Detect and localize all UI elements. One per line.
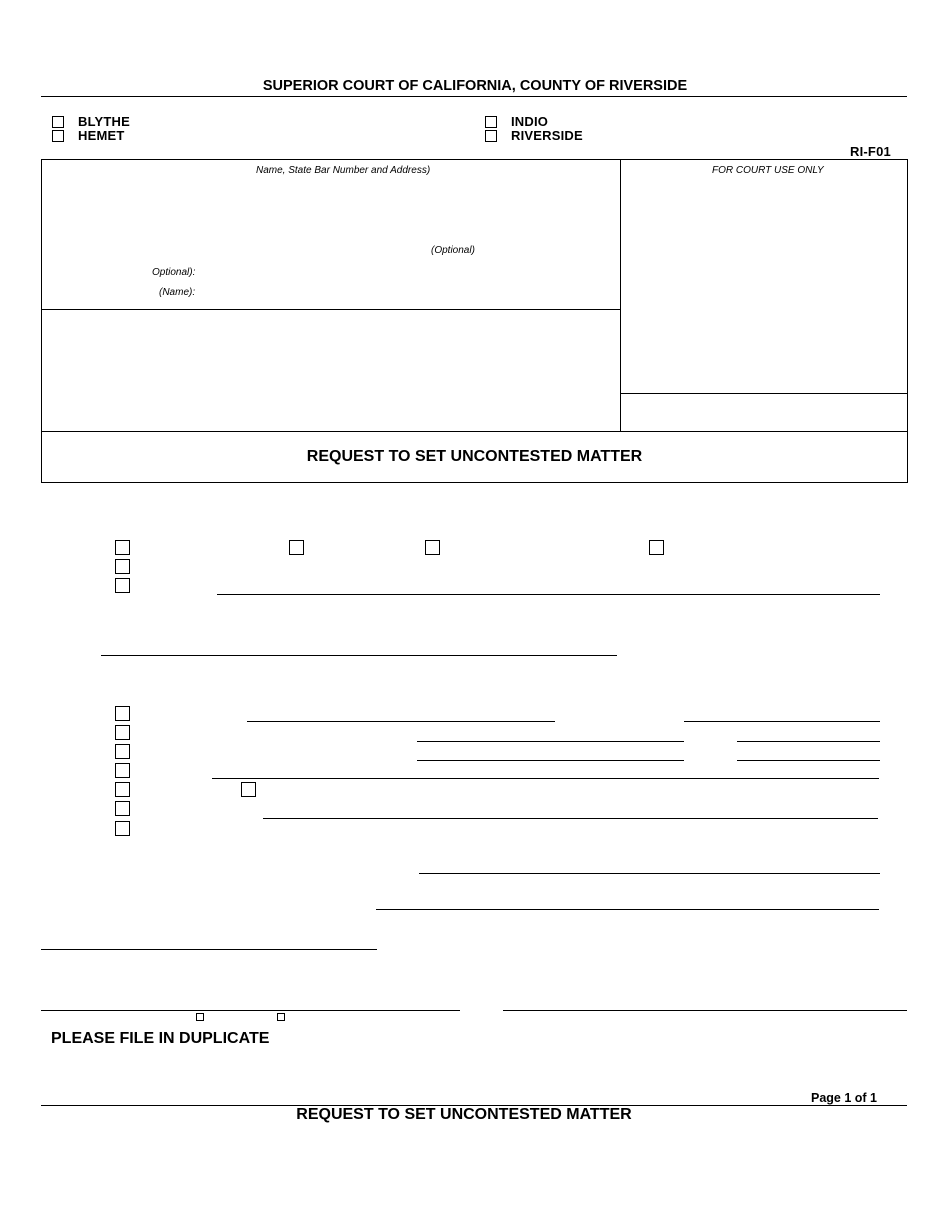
optional-label-1: (Optional) xyxy=(431,245,475,256)
attorney-label: Name, State Bar Number and Address) xyxy=(256,165,431,176)
riverside-checkbox[interactable] xyxy=(485,130,497,142)
attorney-info-box[interactable] xyxy=(41,159,621,310)
case-number-box[interactable] xyxy=(620,393,908,432)
title-rule xyxy=(41,96,907,97)
section3-checkbox-5[interactable] xyxy=(115,782,130,797)
section1-line[interactable] xyxy=(217,594,880,595)
form-id: RI-F01 xyxy=(850,144,891,159)
signer-type-checkbox-1[interactable] xyxy=(196,1013,204,1021)
court-use-box xyxy=(620,159,908,394)
section3-checkbox-6[interactable] xyxy=(115,801,130,816)
name-line[interactable] xyxy=(41,1010,460,1011)
section3-checkbox-1[interactable] xyxy=(115,706,130,721)
section3-line-c[interactable] xyxy=(417,741,684,742)
optional-label-2: Optional): xyxy=(152,267,196,278)
court-title: SUPERIOR COURT OF CALIFORNIA, COUNTY OF RIVERSIDE xyxy=(262,78,688,94)
riverside-label: RIVERSIDE xyxy=(511,128,583,143)
section3-checkbox-4[interactable] xyxy=(115,763,130,778)
indio-checkbox[interactable] xyxy=(485,116,497,128)
section4-line-a[interactable] xyxy=(419,873,880,874)
section1-checkbox-4[interactable] xyxy=(289,540,304,555)
section3-checkbox-3[interactable] xyxy=(115,744,130,759)
section4-line-b[interactable] xyxy=(376,909,879,910)
case-info-box[interactable] xyxy=(41,309,621,432)
section1-checkbox-1[interactable] xyxy=(115,540,130,555)
section3-line-b[interactable] xyxy=(684,721,880,722)
form-title: REQUEST TO SET UNCONTESTED MATTER xyxy=(306,448,643,465)
page-number: Page 1 of 1 xyxy=(811,1091,877,1105)
section1-checkbox-5[interactable] xyxy=(425,540,440,555)
footer-title: REQUEST TO SET UNCONTESTED MATTER xyxy=(296,1106,632,1123)
court-use-label: FOR COURT USE ONLY xyxy=(712,165,824,176)
blythe-label: BLYTHE xyxy=(78,114,131,129)
section1-checkbox-3[interactable] xyxy=(115,578,130,593)
signature-line[interactable] xyxy=(503,1010,907,1011)
section3-line-d[interactable] xyxy=(737,741,880,742)
section1-checkbox-2[interactable] xyxy=(115,559,130,574)
section2-line[interactable] xyxy=(101,655,617,656)
file-instructions: PLEASE FILE IN DUPLICATE xyxy=(51,1030,270,1047)
section3-line-g[interactable] xyxy=(212,778,879,779)
blythe-checkbox[interactable] xyxy=(52,116,64,128)
section3-checkbox-7[interactable] xyxy=(115,821,130,836)
date-line[interactable] xyxy=(41,949,377,950)
section3-line-f[interactable] xyxy=(737,760,880,761)
hemet-checkbox[interactable] xyxy=(52,130,64,142)
hemet-label: HEMET xyxy=(78,128,125,143)
section1-checkbox-6[interactable] xyxy=(649,540,664,555)
name-label: (Name): xyxy=(159,287,196,298)
indio-label: INDIO xyxy=(511,114,549,129)
section3-line-a[interactable] xyxy=(247,721,555,722)
section3-line-h[interactable] xyxy=(263,818,878,819)
section3-line-e[interactable] xyxy=(417,760,684,761)
section3-sub-checkbox[interactable] xyxy=(241,782,256,797)
signer-type-checkbox-2[interactable] xyxy=(277,1013,285,1021)
section3-checkbox-2[interactable] xyxy=(115,725,130,740)
